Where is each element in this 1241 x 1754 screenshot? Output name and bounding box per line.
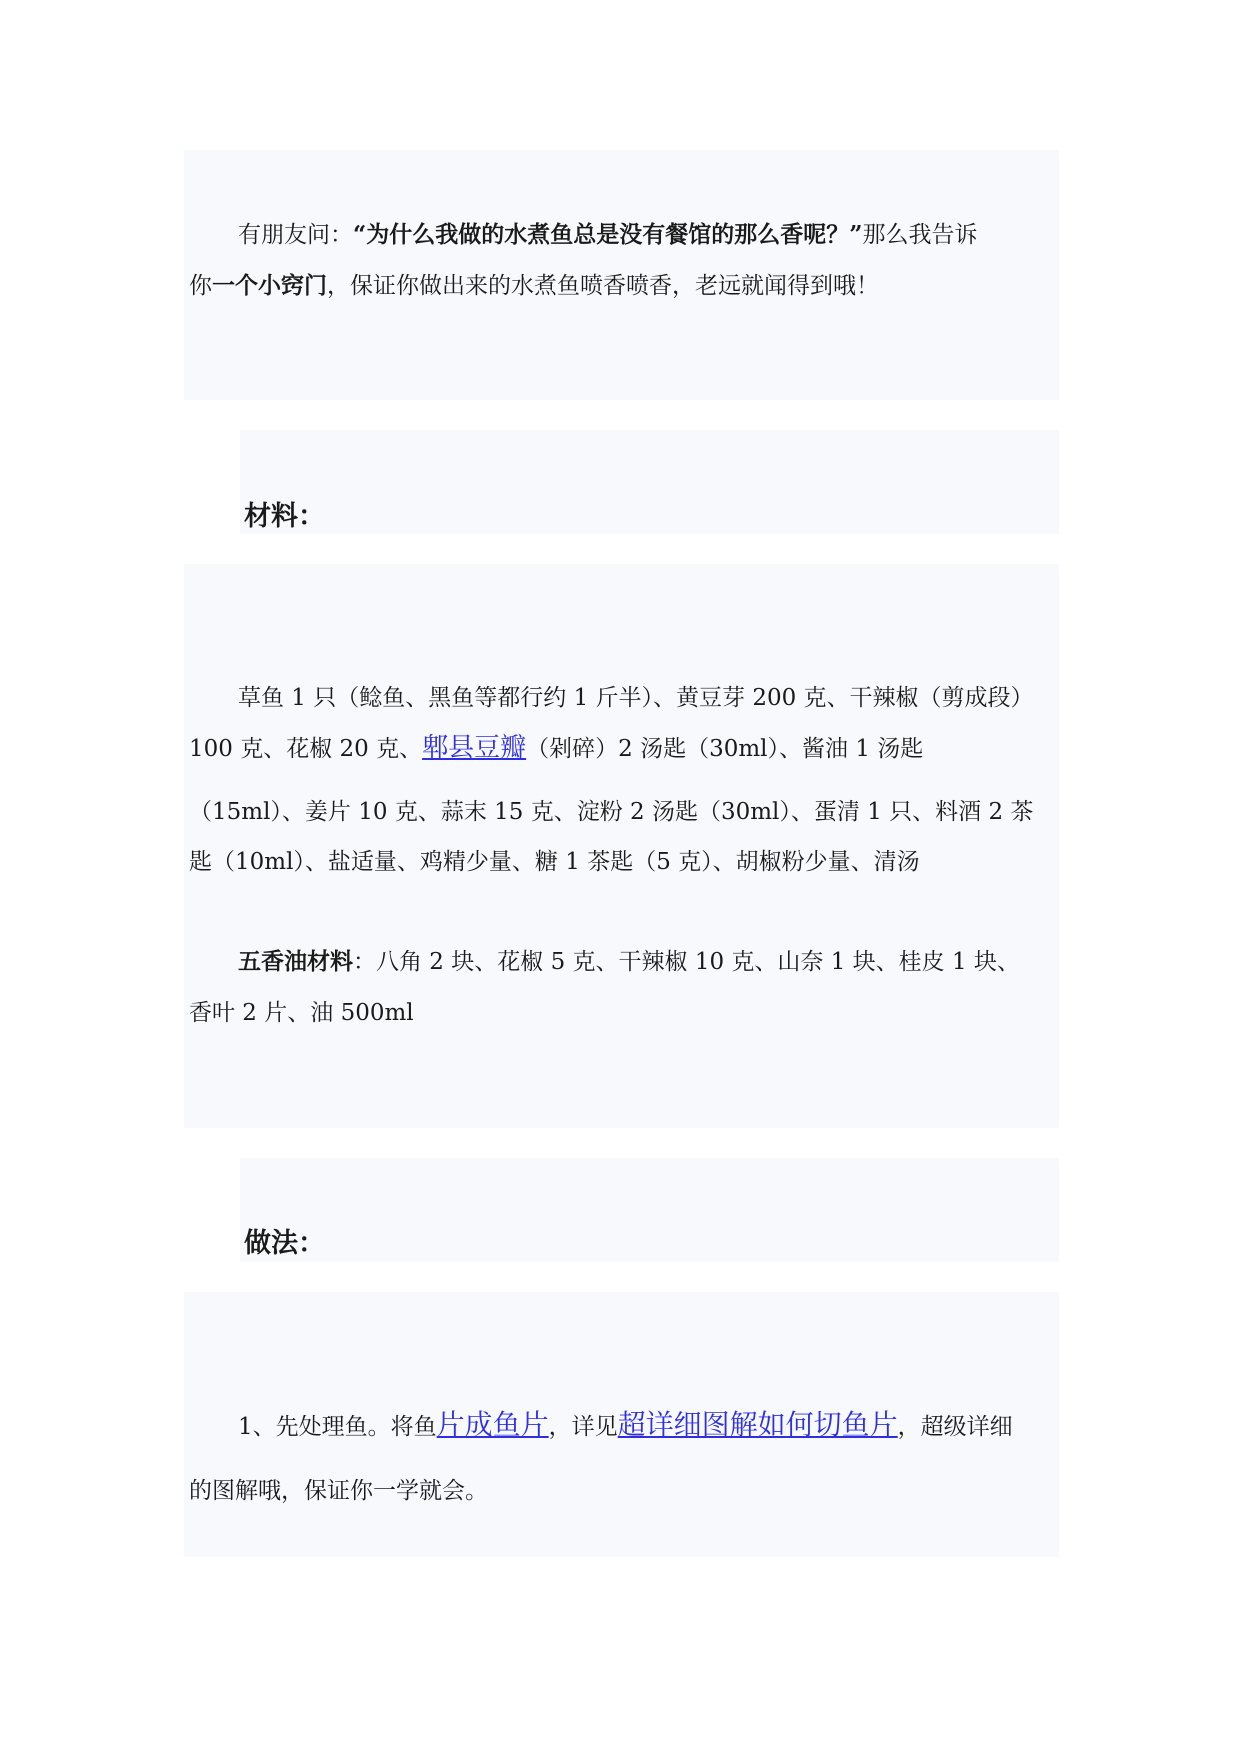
materials-heading-block — [240, 430, 1059, 534]
step-1-line-1 — [238, 1410, 1013, 1442]
intro-line-1 — [238, 220, 977, 250]
intro-line-2 — [189, 271, 879, 301]
intro-tip: 一个小窍门 — [212, 272, 327, 299]
method-heading: 做法： — [244, 1228, 325, 1259]
ingredients-text: （剁碎）2 汤匙（30ml）、酱油 1 汤匙 — [526, 736, 924, 762]
step-text: 1、先处理鱼。将鱼 — [238, 1414, 437, 1440]
intro-quote: “为什么我做的水煮鱼总是没有餐馆的那么香呢？” — [353, 221, 863, 248]
ingredients-line-3: （15ml）、姜片 10 克、蒜末 15 克、淀粉 2 汤匙（30ml）、蛋清 1 只、料酒 2 茶 — [189, 799, 1034, 825]
spice-oil-line-2: 香叶 2 片、油 500ml — [189, 1000, 414, 1026]
fish-slicing-guide-link[interactable]: 超详细图解如何切鱼片 — [617, 1408, 898, 1441]
ingredients-block — [184, 564, 1059, 1128]
spice-oil-line-1 — [238, 947, 1020, 977]
intro-text: 那么我告诉 — [862, 222, 978, 248]
spice-oil-text: ：八角 2 块、花椒 5 克、干辣椒 10 克、山奈 1 块、桂皮 1 块、 — [353, 949, 1020, 975]
intro-text: 有朋友问： — [238, 222, 353, 248]
slice-fish-link[interactable]: 片成鱼片 — [436, 1408, 549, 1441]
ingredients-line-1: 草鱼 1 只（鲶鱼、黑鱼等都行约 1 斤半）、黄豆芽 200 克、干辣椒（剪成段） — [238, 685, 1034, 711]
method-heading-block — [240, 1158, 1059, 1262]
ingredients-line-4: 匙（10ml）、盐适量、鸡精少量、糖 1 茶匙（5 克）、胡椒粉少量、清汤 — [189, 849, 920, 875]
materials-heading: 材料： — [244, 501, 325, 532]
step-text: ，超级详细 — [897, 1414, 1013, 1440]
intro-text: ，保证你做出来的水煮鱼喷香喷香，老远就闻得到哦！ — [327, 273, 879, 299]
intro-text: 你 — [189, 273, 212, 299]
pixian-doubanjiang-link[interactable]: 郫县豆瓣 — [422, 733, 527, 763]
ingredients-text: 100 克、花椒 20 克、 — [189, 736, 423, 762]
ingredients-line-2 — [189, 733, 923, 764]
spice-oil-label: 五香油材料 — [238, 948, 353, 975]
step-text: ，详见 — [548, 1414, 618, 1440]
step-1-line-2: 的图解哦，保证你一学就会。 — [189, 1478, 488, 1504]
